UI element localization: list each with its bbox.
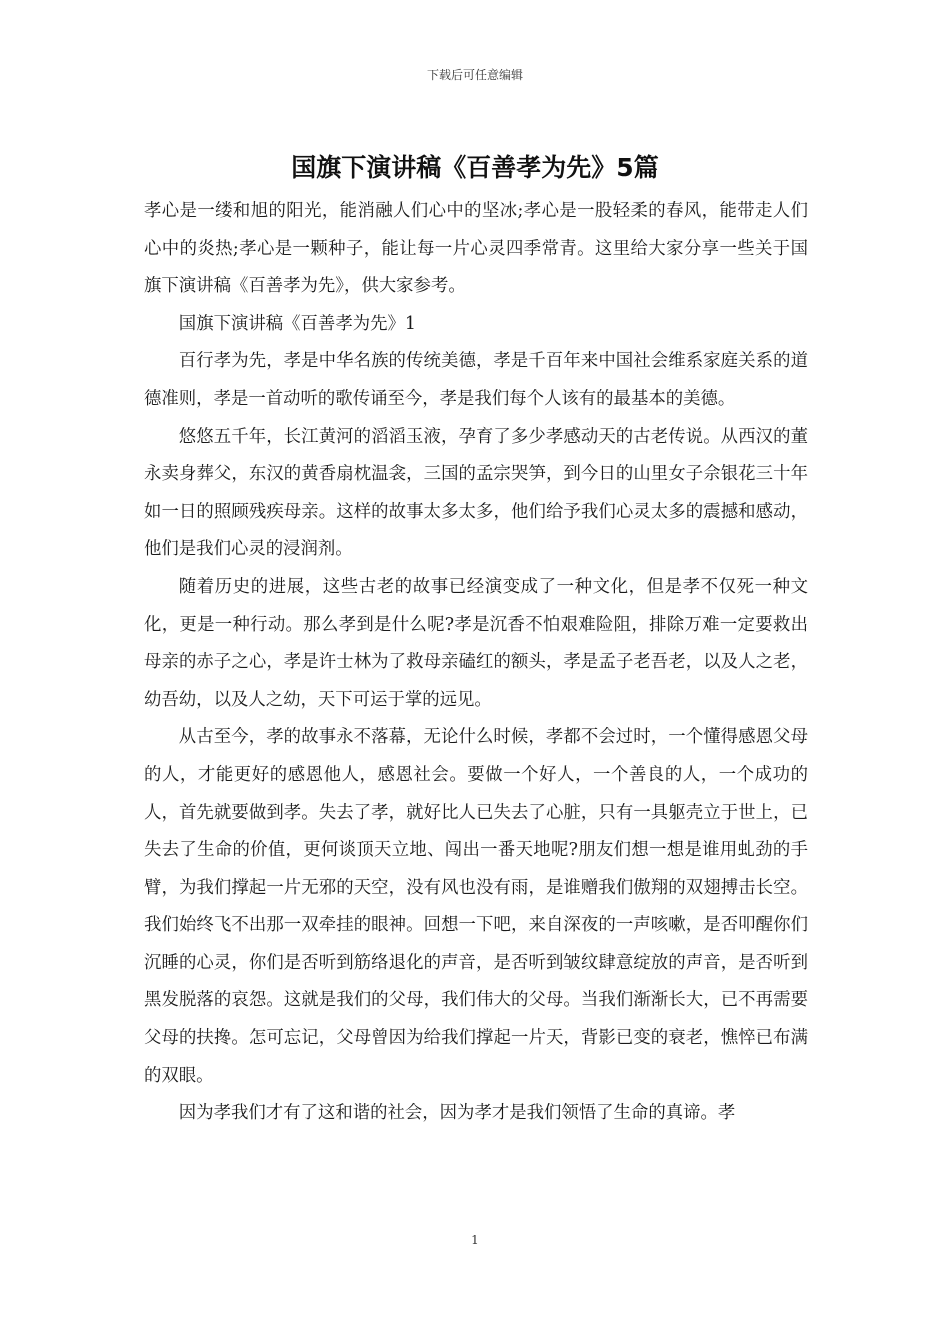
header-note: 下载后可任意编辑: [426, 68, 523, 82]
body-paragraph: 百行孝为先，孝是中华名族的传统美德，孝是千百年来中国社会维系家庭关系的道德准则，孝是一首动听的歌传诵至今，孝是我们每个人该有的最基本的美德。: [144, 351, 808, 409]
body-paragraph: 因为孝我们才有了这和谐的社会，因为孝才是我们领悟了生命的真谛。孝: [178, 1103, 736, 1124]
body-paragraph: 从古至今，孝的故事永不落幕，无论什么时候，孝都不会过时，一个懂得感恩父母的人，才能更好的感恩他人，感恩社会。要做一个好人，一个善良的人，一个成功的人，首先就要做到孝。失去了孝，就好比人已失去了心脏，只有一具躯壳立于世上，已失去了生命的价值，更何谈顶天立地、闯出一番天地呢?朋友们想一想是谁用虬劲的手臂，为我们撑起一片无邪的天空，没有风也没有雨，是谁赠我们傲翔的双翅搏击长空。我们始终飞不出那一双牵挂的眼神。回想一下吧，来自深夜的一声咳嗽，是否叩醒你们沉睡的心灵，你们是否听到筋络退化的声音，是否听到皱纹肆意绽放的声音，是否听到黑发脱落的哀怨。这就是我们的父母，我们伟大的父母。当我们渐渐长大，已不再需要父母的扶搀。怎可忘记，父母曾因为给我们撑起一片天，背影已变的衰老，憔悴已布满的双眼。: [144, 727, 808, 1086]
document-title: 国旗下演讲稿《百善孝为先》5篇: [291, 153, 659, 182]
page-number: 1: [471, 1233, 479, 1247]
document-body: [144, 193, 808, 1133]
section-heading: 国旗下演讲稿《百善孝为先》1: [178, 313, 416, 334]
body-paragraph: 随着历史的进展，这些古老的故事已经演变成了一种文化，但是孝不仅死一种文化，更是一种行动。那么孝到是什么呢?孝是沉香不怕艰难险阻，排除万难一定要救出母亲的赤子之心，孝是许士林为了救母亲磕红的额头，孝是孟子老吾老，以及人之老，幼吾幼，以及人之幼，天下可运于掌的远见。: [144, 576, 808, 710]
intro-paragraph: 孝心是一缕和旭的阳光，能消融人们心中的坚冰;孝心是一股轻柔的春风，能带走人们心中的炎热;孝心是一颗种子，能让每一片心灵四季常青。这里给大家分享一些关于国旗下演讲稿《百善孝为先》，供大家参考。: [144, 201, 808, 297]
body-paragraph: 悠悠五千年，长江黄河的滔滔玉液，孕育了多少孝感动天的古老传说。从西汉的董永卖身葬父，东汉的黄香扇枕温衾，三国的孟宗哭笋，到今日的山里女子佘银花三十年如一日的照顾残疾母亲。这样的故事太多太多，他们给予我们心灵太多的震撼和感动，他们是我们心灵的浸润剂。: [144, 426, 808, 560]
